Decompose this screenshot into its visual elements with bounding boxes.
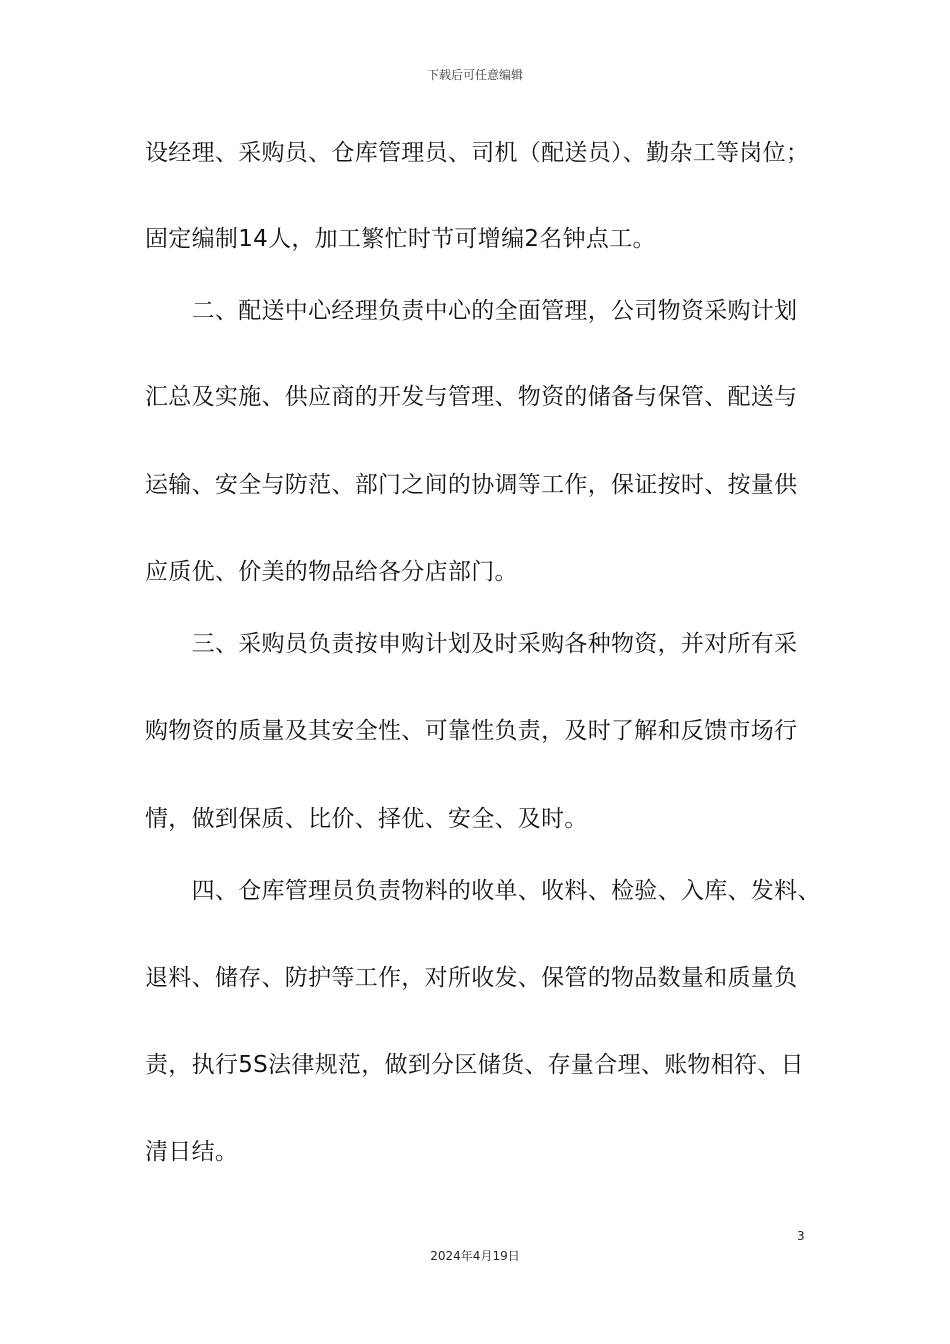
text-line: 应质优、价美的物品给各分店部门。	[145, 559, 518, 585]
text-line: 清日结。	[145, 1139, 239, 1165]
text-line: 固定编制14人，加工繁忙时节可增编2名钟点工。	[145, 226, 656, 252]
page-number: 3	[797, 1229, 805, 1243]
paragraph-four-start: 四、仓库管理员负责物料的收单、收料、检验、入库、发料、	[145, 878, 821, 904]
text-line: 设经理、采购员、仓库管理员、司机（配送员）、勤杂工等岗位；	[145, 140, 810, 166]
paragraph-two-start: 二、配送中心经理负责中心的全面管理，公司物资采购计划	[145, 298, 798, 324]
text-line: 退料、储存、防护等工作，对所收发、保管的物品数量和质量负	[145, 965, 798, 991]
text-line: 情，做到保质、比价、择优、安全、及时。	[145, 806, 588, 832]
text-line: 汇总及实施、供应商的开发与管理、物资的储备与保管、配送与	[145, 384, 798, 410]
page-header: 下载后可任意编辑	[426, 68, 523, 82]
text-line: 责，执行5S法律规范，做到分区储货、存量合理、账物相符、日	[145, 1052, 804, 1078]
text-line: 购物资的质量及其安全性、可靠性负责，及时了解和反馈市场行	[145, 718, 798, 744]
footer-date: 2024年4月19日	[430, 1249, 520, 1263]
text-line: 运输、安全与防范、部门之间的协调等工作，保证按时、按量供	[145, 472, 798, 498]
paragraph-three-start: 三、采购员负责按申购计划及时采购各种物资，并对所有采	[145, 631, 798, 657]
